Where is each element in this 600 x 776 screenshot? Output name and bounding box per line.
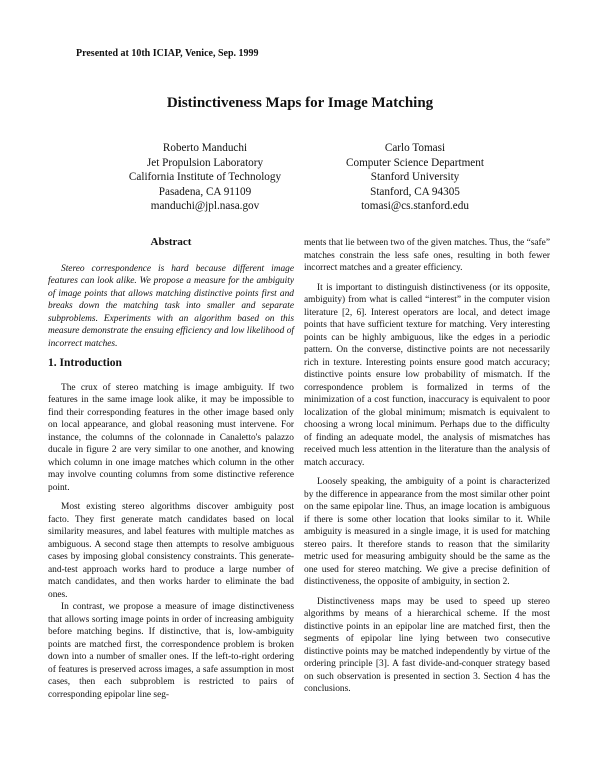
body-paragraph: Distinctiveness maps may be used to speed up stereo algorithms by means of a hierarchical scheme. If the most distinctive points in an epipolar line are matched first, then the segments of epipolar line lying between two consecutive distinctive points may be matched independently by virtue of the ordering principle [3]. A fast divide-and-conquer strategy based on such observation is presented in section 3. Section 4 has the conclusions. bbox=[304, 596, 550, 694]
body-paragraph: Most existing stereo algorithms discover ambiguity post facto. They first generate match candidates based on local similarity measures, and label features with multiple matches as ambiguous. A second stage then attempts to resolve ambiguous cases by imposing global consistency constraints. This generate-and-test approach works hard to produce a large number of match candidates, and then works harder to eliminate the bad ones. bbox=[48, 502, 294, 600]
right-column bbox=[304, 237, 550, 703]
author-2 bbox=[300, 141, 530, 214]
author-1 bbox=[90, 141, 320, 214]
paper-title: Distinctiveness Maps for Image Matching bbox=[166, 95, 434, 111]
author-location: Pasadena, CA 91109 bbox=[158, 185, 252, 198]
author-email: tomasi@cs.stanford.edu bbox=[361, 200, 469, 212]
body-paragraph: It is important to distinguish distinctiveness (or its opposite, ambiguity) from what is called “interest” in the computer vision literature [2, 6]. Interest operators are local, and detect image points that have sufficient texture for matching. Very interesting points can be highly ambiguous, like the edges in a periodic pattern. On the converse, distinctive points are not necessarily rich in texture. Interesting points ensure good match accuracy; distinctive points ensure low probability of mismatch. If the correspondence problem is formalized in terms of the minimization of a cost function, inaccuracy is equivalent to poor localization of the global minimum; mismatch is equivalent to choosing a wrong local minimum. Perhaps due to the difficulty of finding an adequate model, the analysis of mismatches has received much less attention in the literature than the analysis of match accuracy. bbox=[304, 282, 550, 468]
body-paragraph: In contrast, we propose a measure of image distinctiveness that allows sorting image points in order of increasing ambiguity before matching begins. If distinctive, that is, low-ambiguity points are matched first, the correspondence problem is broken down into a number of smaller ones. If the left-to-right ordering of features is preserved across images, a safe assumption in most cases, then each subproblem is restricted to pairs of corresponding epipolar line seg- bbox=[48, 602, 294, 700]
author-location: Stanford, CA 94305 bbox=[370, 185, 460, 198]
author-institution: California Institute of Technology bbox=[128, 171, 282, 183]
abstract-text: Stereo correspondence is hard because different image features can look alike. We propose a measure for the ambiguity of image points that allows matching distinctive points first and breaks down the matching task into smaller and separate subproblems. Experiments with an algorithm based on this measure demonstrate the ensuing efficiency and low likelihood of incorrect matches. bbox=[48, 263, 294, 349]
conference-note: Presented at 10th ICIAP, Venice, Sep. 1999 bbox=[76, 48, 259, 59]
section-heading: 1. Introduction bbox=[48, 357, 122, 369]
body-paragraph: The crux of stereo matching is image ambiguity. If two features in the same image look alike, it may be impossible to find their corresponding features in the other image based only on local appearance, and global reasoning must intervene. For instance, the columns of the colonnade in Canaletto's palazzo ducale in figure 2 are very similar to one another, and knowing which column in one image matches which column in the other may involve counting columns from some distinctive reference point. bbox=[48, 382, 294, 493]
body-paragraph: ments that lie between two of the given matches. Thus, the “safe” matches constrain the less safe ones, resulting in both fewer incorrect matches and a greater efficiency. bbox=[304, 238, 550, 273]
abstract-heading: Abstract bbox=[150, 236, 192, 248]
left-column bbox=[48, 236, 294, 701]
author-name: Carlo Tomasi bbox=[384, 142, 446, 154]
author-name: Roberto Manduchi bbox=[162, 142, 248, 154]
author-institution: Stanford University bbox=[370, 171, 460, 183]
body-paragraph: Loosely speaking, the ambiguity of a point is characterized by the difference in appearance from the most similar other point on the same epipolar line. Thus, an image location is ambiguous if there is some other location that looks similar to it. While ambiguity is measured in a single image, it is used for matching stereo pairs. It therefore stands to reason that the similarity metric used for measuring ambiguity should be the same as the one used for stereo matching. We give a precise definition of distinctiveness, the opposite of ambiguity, in section 2. bbox=[304, 477, 550, 587]
author-affiliation: Jet Propulsion Laboratory bbox=[146, 156, 264, 169]
author-email: manduchi@jpl.nasa.gov bbox=[150, 200, 260, 212]
author-affiliation: Computer Science Department bbox=[346, 156, 484, 169]
